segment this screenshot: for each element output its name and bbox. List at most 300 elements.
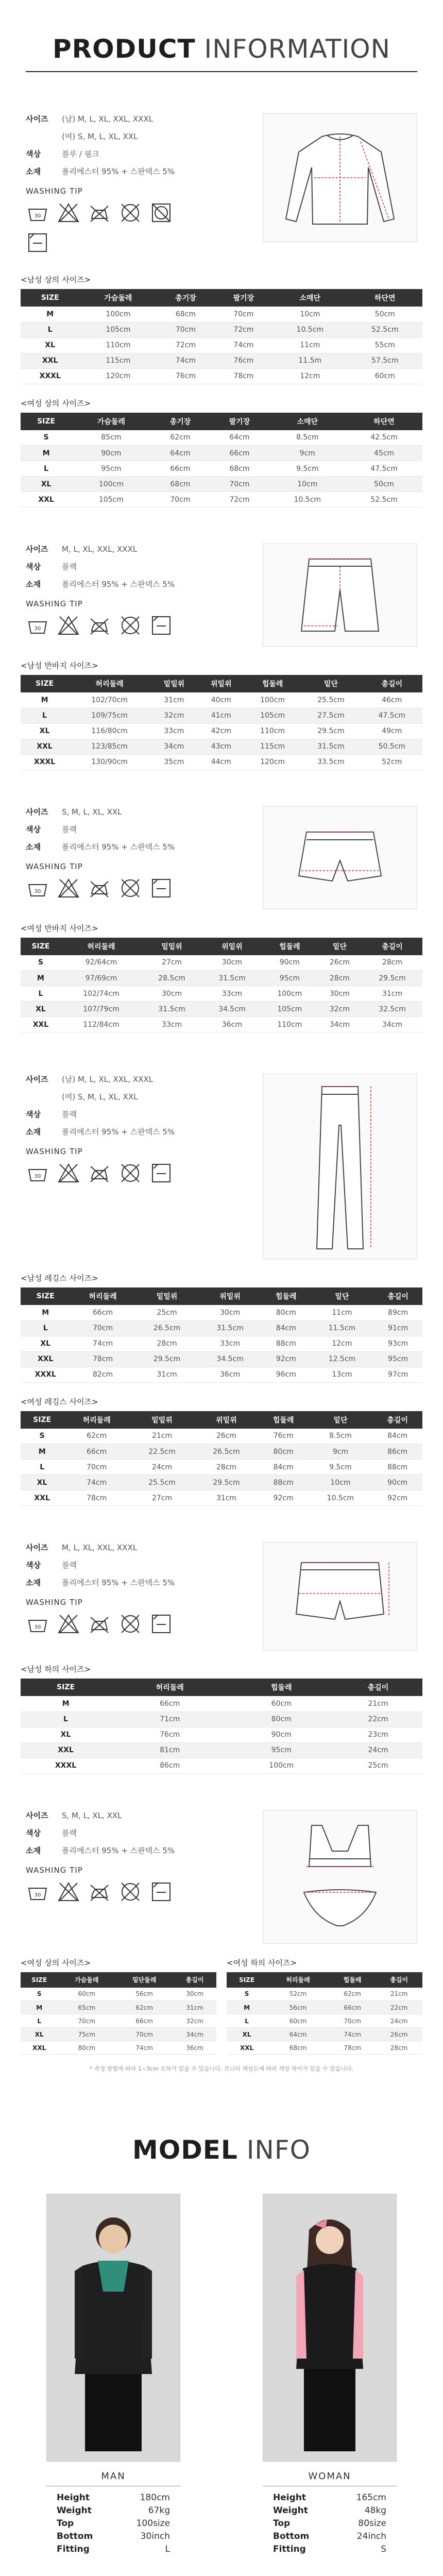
table-cell: 80cm	[262, 1305, 311, 1320]
table-header-cell: 총길이	[372, 1411, 422, 1429]
table-cell: 109/75cm	[69, 708, 150, 723]
table-cell: 33cm	[198, 1336, 262, 1351]
stat-row: Top 80size	[273, 2518, 386, 2529]
size-label-cell: S	[21, 430, 72, 446]
table-cell: 62cm	[115, 2001, 173, 2014]
table-row	[21, 723, 422, 739]
table-header-cell: 허리둘레	[61, 938, 142, 955]
table-cell: 90cm	[229, 1727, 334, 1742]
table-cell: 76cm	[157, 368, 214, 384]
table-cell: 64cm	[267, 2028, 329, 2041]
table-cell: 11cm	[311, 1305, 374, 1320]
svg-text:30: 30	[34, 213, 41, 219]
size-label-cell: L	[227, 2014, 267, 2028]
table-cell: 30cm	[142, 986, 202, 1002]
table-row	[21, 1490, 422, 1506]
table-cell: 12.5cm	[311, 1351, 374, 1367]
leggings-figure	[263, 1074, 417, 1259]
table-cell: 34cm	[150, 739, 197, 754]
size-label-cell: XXXL	[21, 1758, 111, 1773]
spec-material-row: 소재 폴리에스터 95% + 스판덱스 5%	[26, 842, 175, 852]
spec-color-row: 색상 블루 / 핑크	[26, 149, 99, 159]
table-row	[21, 1711, 422, 1727]
table-header-cell: 허리둘레	[267, 1972, 329, 1988]
table-cell: 56cm	[115, 1988, 173, 2001]
table-header-cell: 허리둘레	[69, 675, 150, 692]
spec-color-row: 색상 블랙	[26, 1110, 77, 1119]
table-header-cell: 허리둘레	[111, 1679, 229, 1696]
table-cell: 116/80cm	[69, 723, 150, 739]
table-cell: 31.5cm	[202, 971, 262, 986]
women-shorts-figure	[263, 806, 417, 909]
table-header-cell: 밑단	[317, 938, 362, 955]
table-cell: 107/79cm	[61, 1002, 142, 1017]
svg-text:30: 30	[34, 888, 41, 894]
no-iron-icon	[88, 1880, 111, 1904]
size-label-cell: XL	[21, 1475, 63, 1490]
table-cell: 41cm	[198, 708, 245, 723]
table-cell: 49cm	[362, 723, 422, 739]
no-bleach-icon	[57, 614, 80, 637]
table-cell: 29.5cm	[362, 971, 422, 986]
bikini-spec	[0, 1810, 443, 1944]
size-label-cell: L	[21, 1711, 111, 1727]
table-header-cell: 팔기장	[215, 289, 272, 307]
table-cell: 96cm	[262, 1367, 311, 1382]
spec-color-row: 색상 블랙	[26, 1828, 77, 1838]
table-title: <남성 하의 사이즈>	[21, 1665, 91, 1674]
table-cell: 75cm	[58, 2028, 115, 2041]
size-label-cell: S	[21, 1988, 58, 2001]
measurement-note: * 측정 방법에 따라 1~3cm 오차가 있을 수 있습니다. 모니터 해상도에 따라 색상 차이가 있을 수 있습니다.	[89, 2065, 354, 2072]
table-row	[21, 1460, 422, 1475]
table-cell: 66cm	[329, 2001, 376, 2014]
table-cell: 26.5cm	[135, 1320, 199, 1336]
size-label-cell: XL	[21, 1727, 111, 1742]
table-cell: 22.5cm	[130, 1444, 194, 1460]
models	[0, 2194, 443, 2556]
table-row	[21, 986, 422, 1002]
leggings-diagram	[299, 1079, 381, 1254]
table-cell: 95cm	[229, 1742, 334, 1758]
table-cell: 10cm	[308, 1475, 372, 1490]
size-label-cell: XL	[21, 723, 69, 739]
table-cell: 72cm	[215, 322, 272, 337]
trunks-spec	[0, 1542, 443, 1650]
table-cell: 21cm	[130, 1429, 194, 1444]
table-cell: 34cm	[173, 2028, 216, 2041]
table-cell: 9cm	[269, 446, 346, 461]
size-label-cell: M	[21, 1305, 70, 1320]
table-cell: 80cm	[259, 1444, 309, 1460]
no-dryclean-icon	[118, 876, 142, 900]
table-header-cell: 밑단	[308, 1411, 372, 1429]
table-row	[21, 739, 422, 754]
model-stats	[46, 2492, 180, 2556]
hand-wash-icon	[26, 1612, 49, 1636]
spec-color-row: 색상 블랙	[26, 562, 77, 571]
size-label-cell: XXL	[21, 739, 69, 754]
table-cell: 80cm	[58, 2041, 115, 2055]
table-cell: 30cm	[173, 1988, 216, 2001]
table-row	[21, 353, 422, 368]
rashguard-diagram	[276, 121, 404, 234]
table-cell: 28cm	[317, 971, 362, 986]
table-cell: 52cm	[267, 1988, 329, 2001]
table-cell: 28cm	[135, 1336, 199, 1351]
table-cell: 26cm	[317, 955, 362, 971]
shorts-figure	[263, 544, 417, 647]
table-cell: 92cm	[259, 1490, 309, 1506]
table-header-cell: SIZE	[21, 413, 72, 430]
bikini-tables	[21, 1957, 422, 2055]
table-cell: 50cm	[346, 477, 422, 492]
table-title: <여성 상의 사이즈>	[21, 398, 91, 408]
table-row	[21, 2001, 216, 2014]
table-cell: 64cm	[151, 446, 210, 461]
table-cell: 70cm	[70, 1320, 135, 1336]
table-cell: 110cm	[262, 1017, 317, 1032]
table-title: <여성 레깅스 사이즈>	[21, 1397, 98, 1406]
table-cell: 8.5cm	[269, 430, 346, 446]
table-row	[21, 337, 422, 353]
table-cell: 70cm	[210, 477, 269, 492]
trunks-figure	[263, 1542, 417, 1650]
washing-icons	[26, 876, 242, 900]
table-cell: 70cm	[157, 322, 214, 337]
table-cell: 23cm	[334, 1727, 422, 1742]
table-cell: 31cm	[150, 692, 197, 708]
table-cell: 27.5cm	[300, 708, 361, 723]
size-label-cell: S	[227, 1988, 267, 2001]
table-cell: 9.5cm	[308, 1460, 372, 1475]
table-cell: 25cm	[135, 1305, 199, 1320]
table-cell: 33cm	[150, 723, 197, 739]
table-cell: 45cm	[346, 446, 422, 461]
no-dryclean-icon	[118, 614, 142, 637]
table-cell: 65cm	[58, 2001, 115, 2014]
size-table	[21, 938, 422, 1033]
table-cell: 74cm	[70, 1336, 135, 1351]
table-row	[21, 1444, 422, 1460]
table-row	[21, 1696, 422, 1711]
table-cell: 21cm	[376, 1988, 422, 2001]
table-cell: 42.5cm	[346, 430, 422, 446]
washing-tip-label: WASHING TIP	[26, 1147, 83, 1156]
washing-icons	[26, 201, 242, 225]
table-header-cell: SIZE	[21, 1972, 58, 1988]
size-table	[21, 1287, 422, 1383]
table-row	[227, 2001, 422, 2014]
table-cell: 60cm	[348, 368, 422, 384]
table-cell: 30cm	[317, 986, 362, 1002]
table-header-cell: 하단면	[346, 413, 422, 430]
table-cell: 36cm	[173, 2041, 216, 2055]
table-row	[21, 307, 422, 322]
table-cell: 112/84cm	[61, 1017, 142, 1032]
size-label-cell: L	[21, 708, 69, 723]
washing-icons	[26, 1612, 242, 1636]
table-cell: 9cm	[308, 1444, 372, 1460]
washing-icons	[26, 1880, 242, 1904]
table-cell: 12cm	[272, 368, 347, 384]
table-cell: 27cm	[142, 955, 202, 971]
hand-wash-icon	[26, 1161, 49, 1185]
table-row	[21, 971, 422, 986]
table-cell: 25.5cm	[130, 1475, 194, 1490]
spec-color-row: 색상 블랙	[26, 824, 77, 834]
size-label-cell: XXXL	[21, 368, 79, 384]
washing-tip-label: WASHING TIP	[26, 1865, 83, 1875]
table-row	[21, 2014, 216, 2028]
table-cell: 110cm	[79, 337, 157, 353]
size-label-cell: XXL	[21, 492, 72, 507]
table-cell: 25.5cm	[300, 692, 361, 708]
table-cell: 60cm	[229, 1696, 334, 1711]
table-cell: 78cm	[215, 368, 272, 384]
table-cell: 29.5cm	[135, 1351, 199, 1367]
table-cell: 72cm	[210, 492, 269, 507]
table-cell: 10.5cm	[308, 1490, 372, 1506]
table-cell: 95cm	[262, 971, 317, 986]
size-table	[21, 1679, 422, 1774]
table-cell: 82cm	[70, 1367, 135, 1382]
size-label-cell: S	[21, 1429, 63, 1444]
table-cell: 44cm	[198, 754, 245, 770]
model-info-header	[0, 2135, 443, 2165]
table-cell: 24cm	[376, 2014, 422, 2028]
table-cell: 66cm	[115, 2014, 173, 2028]
size-label-cell: L	[21, 2014, 58, 2028]
table-cell: 32cm	[317, 1002, 362, 1017]
table-header-cell: 소매단	[269, 413, 346, 430]
table-cell: 24cm	[130, 1460, 194, 1475]
table-cell: 95cm	[373, 1351, 422, 1367]
size-label-cell: XXXL	[21, 1367, 70, 1382]
table-header-cell: 힙둘레	[262, 938, 317, 955]
table-cell: 97/69cm	[61, 971, 142, 986]
table-cell: 81cm	[111, 1742, 229, 1758]
table-cell: 95cm	[72, 461, 150, 477]
table-row	[21, 1351, 422, 1367]
dry-shade-icon	[149, 876, 173, 900]
table-cell: 26cm	[194, 1429, 259, 1444]
stat-row: Weight 67kg	[57, 2505, 170, 2516]
no-bleach-icon	[57, 876, 80, 900]
size-table	[227, 1972, 422, 2055]
table-cell: 70cm	[58, 2014, 115, 2028]
no-iron-icon	[88, 201, 111, 225]
table-row	[21, 1742, 422, 1758]
table-cell: 46cm	[362, 692, 422, 708]
size-label-cell: XXL	[21, 1351, 70, 1367]
table-cell: 34.5cm	[198, 1351, 262, 1367]
table-cell: 36cm	[202, 1017, 262, 1032]
table-cell: 110cm	[245, 723, 300, 739]
size-label-cell: XL	[227, 2028, 267, 2041]
table-row	[21, 1988, 216, 2001]
table-cell: 68cm	[157, 307, 214, 322]
table-cell: 32cm	[150, 708, 197, 723]
table-cell: 31cm	[194, 1490, 259, 1506]
spec-material-row: 소재 폴리에스터 95% + 스판덱스 5%	[26, 580, 175, 589]
size-label-cell: M	[21, 2001, 58, 2014]
table-header-cell: SIZE	[227, 1972, 267, 1988]
table-cell: 32cm	[173, 2014, 216, 2028]
table-cell: 90cm	[262, 955, 317, 971]
table-cell: 10cm	[269, 477, 346, 492]
dry-shade-icon	[26, 231, 49, 255]
table-header-cell: 밑단	[300, 675, 361, 692]
model-gender: WOMAN	[263, 2471, 397, 2486]
size-table	[21, 413, 422, 508]
table-cell: 22cm	[334, 1711, 422, 1727]
table-row	[21, 322, 422, 337]
table-cell: 100cm	[229, 1758, 334, 1773]
table-cell: 10cm	[272, 307, 347, 322]
no-dryclean-icon	[118, 1880, 142, 1904]
table-cell: 102/74cm	[61, 986, 142, 1002]
size-label-cell: M	[21, 1696, 111, 1711]
table-cell: 105cm	[79, 322, 157, 337]
spec-material-row: 소재 폴리에스터 95% + 스판덱스 5%	[26, 167, 175, 176]
model-info-title: MODEL INFO	[132, 2135, 311, 2165]
table-cell: 86cm	[111, 1758, 229, 1773]
table-header-cell: 총길이	[173, 1972, 216, 1988]
table-header-cell: 밑밑위	[135, 1287, 199, 1305]
size-table	[21, 1411, 422, 1506]
spec-size-row-2: (여) S, M, L, XL, XXL	[62, 132, 138, 141]
table-cell: 8.5cm	[308, 1429, 372, 1444]
size-table	[21, 1972, 216, 2055]
table-cell: 12cm	[311, 1336, 374, 1351]
table-cell: 92/64cm	[61, 955, 142, 971]
table-header-cell: 팔기장	[210, 413, 269, 430]
size-label-cell: S	[21, 955, 61, 971]
hand-wash-icon	[26, 614, 49, 637]
dry-shade-icon	[149, 1880, 173, 1904]
table-header-cell: 하단면	[348, 289, 422, 307]
table-cell: 93cm	[373, 1336, 422, 1351]
table-cell: 92cm	[372, 1490, 422, 1506]
washing-tip-label: WASHING TIP	[26, 599, 83, 608]
trunks-diagram	[283, 1552, 397, 1640]
no-iron-icon	[88, 876, 111, 900]
table-cell: 9.5cm	[269, 461, 346, 477]
table-row	[21, 1727, 422, 1742]
table-row	[21, 1002, 422, 1017]
table-cell: 60cm	[267, 2014, 329, 2028]
size-label-cell: XL	[21, 2028, 58, 2041]
washing-icons	[26, 1161, 242, 1185]
hand-wash-icon	[26, 876, 49, 900]
table-cell: 68cm	[210, 461, 269, 477]
size-label-cell: M	[21, 692, 69, 708]
table-cell: 28cm	[194, 1460, 259, 1475]
table-header-cell: 허리둘레	[63, 1411, 130, 1429]
stat-row: Height 165cm	[273, 2493, 386, 2503]
size-label-cell: XXL	[227, 2041, 267, 2055]
table-cell: 70cm	[151, 492, 210, 507]
table-cell: 68cm	[151, 477, 210, 492]
table-cell: 84cm	[262, 1320, 311, 1336]
table-cell: 31cm	[362, 986, 422, 1002]
table-cell: 76cm	[259, 1429, 309, 1444]
table-header-cell: 힙둘레	[259, 1411, 309, 1429]
table-cell: 115cm	[245, 739, 300, 754]
table-cell: 32.5cm	[362, 1002, 422, 1017]
table-cell: 10.5cm	[272, 322, 347, 337]
table-cell: 35cm	[150, 754, 197, 770]
table-row	[21, 955, 422, 971]
table-cell: 52.5cm	[348, 322, 422, 337]
table-row	[21, 1320, 422, 1336]
table-cell: 43cm	[198, 739, 245, 754]
table-cell: 10.5cm	[269, 492, 346, 507]
table-cell: 31.5cm	[142, 1002, 202, 1017]
table-cell: 66cm	[210, 446, 269, 461]
table-cell: 26cm	[376, 2028, 422, 2041]
model-woman	[263, 2194, 397, 2556]
table-cell: 55cm	[348, 337, 422, 353]
table-cell: 11.5m	[272, 353, 347, 368]
size-label-cell: XXL	[21, 1017, 61, 1032]
table-cell: 25cm	[334, 1758, 422, 1773]
svg-text:30: 30	[34, 1174, 41, 1179]
table-cell: 74cm	[115, 2041, 173, 2055]
table-cell: 68cm	[267, 2041, 329, 2055]
dry-shade-icon	[149, 1612, 173, 1636]
table-cell: 74cm	[63, 1475, 130, 1490]
table-header-cell: 위밑위	[194, 1411, 259, 1429]
table-cell: 64cm	[210, 430, 269, 446]
table-cell: 76cm	[111, 1727, 229, 1742]
model-man-photo	[46, 2194, 180, 2462]
table-cell: 74cm	[329, 2028, 376, 2041]
table-cell: 26.5cm	[194, 1444, 259, 1460]
table-row	[21, 1475, 422, 1490]
spec-size-row: 사이즈 (남) M, L, XL, XXL, XXXL	[26, 114, 154, 124]
no-tumble-dry-icon	[149, 201, 173, 225]
size-label-cell: M	[227, 2001, 267, 2014]
table-cell: 62cm	[63, 1429, 130, 1444]
spec-size-row: 사이즈 (남) M, L, XL, XXL, XXXL	[26, 1075, 154, 1084]
svg-text:30: 30	[34, 626, 41, 632]
size-label-cell: XXL	[21, 1490, 63, 1506]
table-cell: 42cm	[198, 723, 245, 739]
table-header-cell: 밑단둘레	[115, 1972, 173, 1988]
table-cell: 100cm	[72, 477, 150, 492]
stat-row: Bottom 24inch	[273, 2531, 386, 2541]
title-divider	[26, 71, 417, 72]
table-row	[21, 368, 422, 384]
dry-shade-icon	[149, 614, 173, 637]
table-cell: 47.5cm	[362, 708, 422, 723]
product-info-header	[0, 0, 443, 72]
size-table	[21, 675, 422, 770]
table-cell: 100cm	[262, 986, 317, 1002]
table-title: <남성 반바지 사이즈>	[21, 661, 98, 670]
table-cell: 105cm	[245, 708, 300, 723]
table-row	[21, 708, 422, 723]
table-header-cell: 총길이	[376, 1972, 422, 1988]
table-cell: 123/85cm	[69, 739, 150, 754]
table-cell: 34.5cm	[202, 1002, 262, 1017]
spec-material-row: 소재 폴리에스터 95% + 스판덱스 5%	[26, 1578, 175, 1587]
table-header-cell: 가슴둘레	[72, 413, 150, 430]
bikini-diagram	[283, 1815, 397, 1939]
size-label-cell: XXXL	[21, 754, 69, 770]
